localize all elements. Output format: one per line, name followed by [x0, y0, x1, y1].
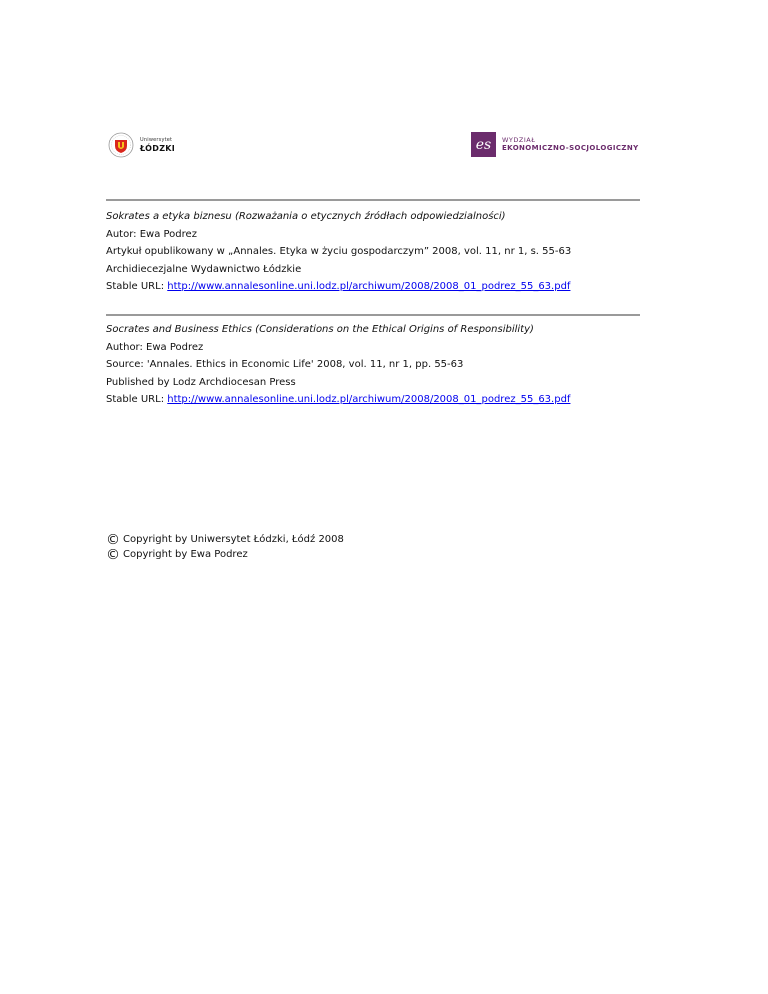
university-lodz-logo [108, 132, 175, 158]
copyright-line-2 [106, 548, 344, 563]
english-publisher: Published by Lodz Archdiocesan Press [106, 376, 296, 388]
ul-logo-name: ŁÓDZKI [140, 143, 176, 153]
copyright-notice [106, 533, 344, 562]
polish-citation [106, 208, 666, 296]
english-stable-url-line [106, 391, 666, 409]
divider [106, 199, 640, 201]
english-title: Socrates and Business Ethics (Considerations on the Ethical Origins of Responsibility) [106, 324, 534, 335]
polish-author: Autor: Ewa Podrez [106, 228, 197, 240]
polish-stable-url-line [106, 278, 666, 296]
faculty-logo-line2: EKONOMICZNO-SOCJOLOGICZNY [502, 144, 639, 153]
university-lodz-emblem-icon [108, 132, 134, 158]
polish-title: Sokrates a etyka biznesu (Rozważania o etycznych źródłach odpowiedzialności) [106, 211, 506, 222]
copyright-icon: © [106, 546, 120, 563]
es-logo-icon: es [471, 132, 496, 157]
english-citation [106, 321, 666, 409]
stable-url-label: Stable URL: [106, 394, 168, 405]
english-author: Author: Ewa Podrez [106, 341, 204, 353]
stable-url-label: Stable URL: [106, 281, 168, 292]
polish-article: Artykuł opublikowany w „Annales. Etyka w życiu gospodarczym” 2008, vol. 11, nr 1, s. 55-63 [106, 246, 572, 257]
polish-publisher: Archidiecezjalne Wydawnictwo Łódzkie [106, 263, 302, 275]
faculty-logo [471, 132, 639, 157]
divider [106, 314, 640, 316]
ul-logo-small-text: Uniwersytet [140, 136, 173, 143]
copyright-line-1 [106, 533, 344, 548]
copyright-text-1: Copyright by Uniwersytet Łódzki, Łódź 2008 [123, 534, 344, 545]
faculty-logo-line1: WYDZIAŁ [502, 135, 536, 144]
copyright-icon: © [106, 532, 120, 548]
english-stable-url-link[interactable]: http://www.annalesonline.uni.lodz.pl/archiwum/2008/2008_01_podrez_55_63.pdf [167, 394, 571, 405]
polish-stable-url-link[interactable]: http://www.annalesonline.uni.lodz.pl/archiwum/2008/2008_01_podrez_55_63.pdf [167, 281, 571, 292]
copyright-text-2: Copyright by Ewa Podrez [123, 548, 248, 560]
english-source: Source: 'Annales. Ethics in Economic Life' 2008, vol. 11, nr 1, pp. 55-63 [106, 359, 464, 370]
